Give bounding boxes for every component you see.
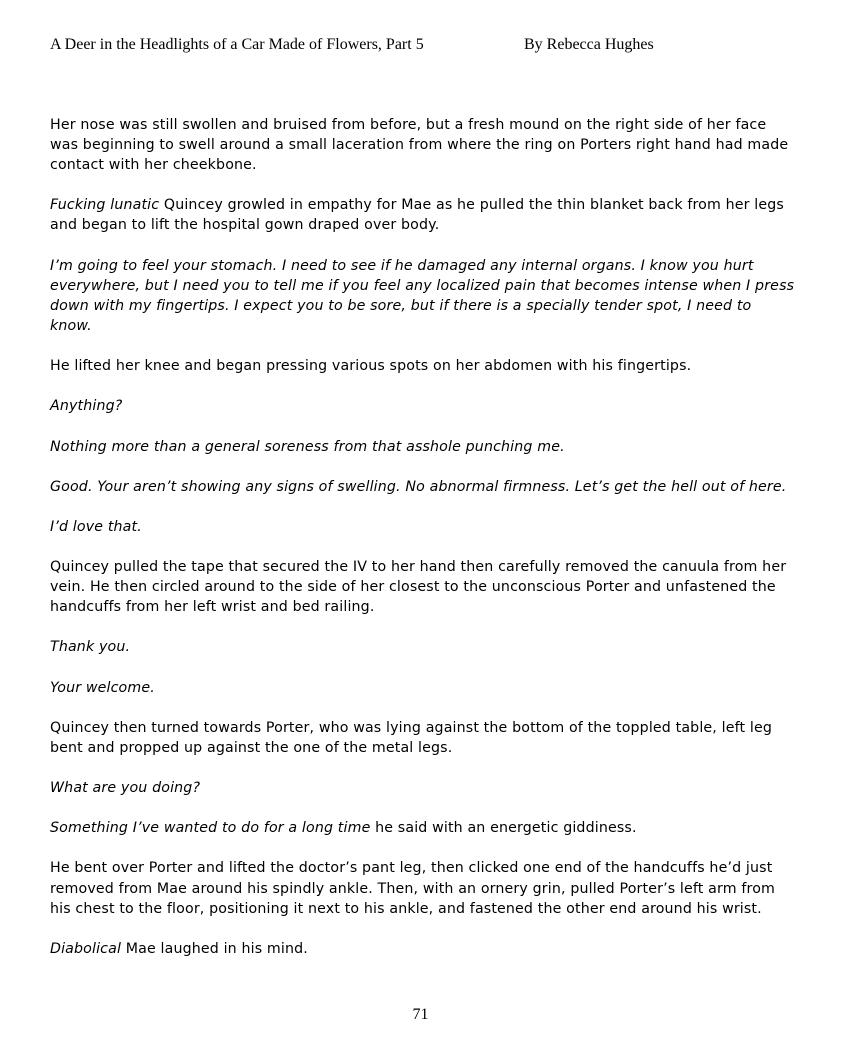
page-number: 71 xyxy=(412,1006,429,1023)
paragraph xyxy=(50,396,795,416)
paragraph xyxy=(50,437,795,457)
paragraph xyxy=(50,858,795,918)
paragraph xyxy=(50,557,795,617)
italic-text-run: Thank you. xyxy=(50,639,131,656)
paragraph xyxy=(50,115,795,175)
text-run: Quincey growled in empathy for Mae as he pulled the thin blanket back from her legs and began to lift the hospital gown draped over body. xyxy=(50,197,784,234)
italic-text-run: Something I’ve wanted to do for a long time xyxy=(50,820,371,837)
text-run: Her nose was still swollen and bruised from before, but a fresh mound on the right side of her face was beginning to swell around a small laceration from where the ring on Porters right hand had made contact with her cheekbone. xyxy=(50,117,789,174)
paragraph xyxy=(50,356,795,376)
text-run: he said with an energetic giddiness. xyxy=(370,820,637,837)
text-run: He bent over Porter and lifted the doctor’s pant leg, then clicked one end of the handcuffs he’d just removed from Mae around his spindly ankle. Then, with an ornery grin, pulled Porter’s left arm from his chest to the floor, positioning it next to his ankle, and fastened the other end around his wrist. xyxy=(50,860,775,917)
paragraph xyxy=(50,778,795,798)
page-header xyxy=(50,36,801,56)
paragraph xyxy=(50,637,795,657)
italic-text-run: Nothing more than a general soreness from that asshole punching me. xyxy=(50,438,565,455)
paragraph xyxy=(50,195,795,235)
italic-text-run: Fucking lunatic xyxy=(50,197,160,214)
italic-text-run: I’m going to feel your stomach. I need to see if he damaged any internal organs. I know you hurt everywhere, but I need you to tell me if you feel any localized pain that becomes intense when I press down with my fingertips. I expect you to be sore, but if there is a specially tender spot, I need to know. xyxy=(50,257,795,334)
italic-text-run: Anything? xyxy=(50,398,123,415)
author-byline: By Rebecca Hughes xyxy=(524,36,654,53)
italic-text-run: I’d love that. xyxy=(50,518,142,535)
text-run: Quincey pulled the tape that secured the IV to her hand then carefully removed the canuula from her vein. He then circled around to the side of her closest to the unconscious Porter and unfastened the handcuffs from her left wrist and bed railing. xyxy=(50,559,787,616)
text-run: Quincey then turned towards Porter, who was lying against the bottom of the toppled table, left leg bent and propped up against the one of the metal legs. xyxy=(50,719,772,756)
story-body xyxy=(50,115,795,979)
paragraph xyxy=(50,939,795,959)
italic-text-run: Diabolical xyxy=(50,940,122,957)
paragraph xyxy=(50,256,795,336)
paragraph xyxy=(50,517,795,537)
paragraph xyxy=(50,818,795,838)
italic-text-run: Good. Your aren’t showing any signs of swelling. No abnormal firmness. Let’s get the hell out of here. xyxy=(50,478,787,495)
story-title: A Deer in the Headlights of a Car Made of Flowers, Part 5 xyxy=(50,36,424,53)
italic-text-run: What are you doing? xyxy=(50,780,201,797)
text-run: Mae laughed in his mind. xyxy=(121,940,308,957)
paragraph xyxy=(50,678,795,698)
italic-text-run: Your welcome. xyxy=(50,679,155,696)
paragraph xyxy=(50,477,795,497)
paragraph xyxy=(50,718,795,758)
text-run: He lifted her knee and began pressing various spots on her abdomen with his fingertips. xyxy=(50,358,692,375)
